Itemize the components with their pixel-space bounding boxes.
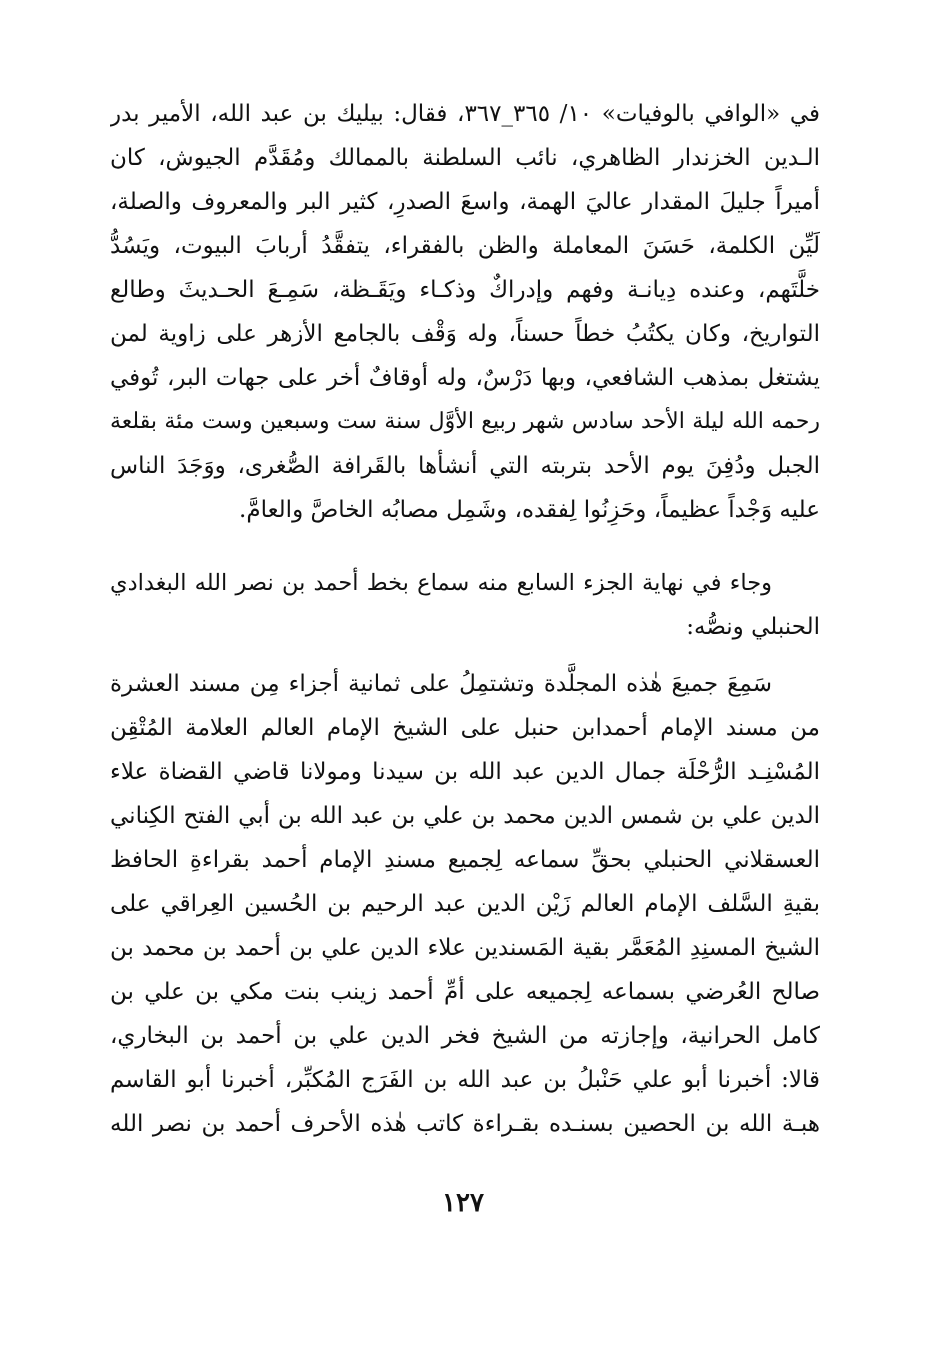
text-line: لَيِّن الكلمة، حَسَنَ المعاملة والظن بالفقراء، يتفقَّدُ أربابَ البيوت، ويَسُدُّ — [110, 233, 820, 259]
text-line: عليه وَجْداً عظيماً، وحَزِنُوا لِفقده، وشَمِل مصابُه الخاصَّ والعامَّ. — [239, 497, 820, 523]
paragraph-samaa — [110, 662, 820, 1146]
text-line: بقيةِ السَّلف الإمام العالم زَيْن الدين عبد الرحيم بن الحُسين العِراقي على — [110, 891, 820, 917]
text-line: المُسْنِـد الرُّحْلَة جمال الدين عبد الله بن سيدنا ومولانا قاضي القضاة علاء — [110, 759, 820, 785]
paragraph-biography — [110, 92, 820, 532]
text-line: يشتغل بمذهب الشافعي، وبها دَرْسٌ، وله أوقافٌ أخر على جهات البر، تُوفي — [110, 365, 820, 391]
text-line: خلَّتَهم، وعنده دِيانـة وفهم وإدراكٌ وذكـاء ويَقَـظة، سَمِـعَ الحـديثَ وطالع — [110, 277, 820, 303]
text-line: العسقلاني الحنبلي بحقِّ سماعه لِجميع مسندِ الإمام أحمد بقراءةِ الحافظ — [110, 847, 820, 873]
paragraph-intro — [110, 561, 820, 649]
text-line: رحمه الله ليلة الأحد سادس شهر ربيع الأوَّل سنة ست وسبعين وست مئة بقلعة — [110, 409, 820, 434]
text-line: من مسند الإمام أحمدابن حنبل على الشيخ الإمام العالم العلامة المُتْقِن — [110, 715, 820, 741]
text-line: الجبل ودُفِنَ يوم الأحد بتربته التي أنشأها بالقَرافة الصُّغرى، ووَجَدَ الناس — [110, 453, 820, 479]
text-line: الدين علي بن شمس الدين محمد بن علي بن عبد الله بن أبي الفتح الكِناني — [110, 803, 820, 829]
text-line: الـدين الخزندار الظاهري، نائب السلطنة بالممالك ومُقَدَّم الجيوش، كان — [110, 145, 820, 171]
text-line: في «الوافي بالوفيات» ١٠/ ٣٦٥_٣٦٧، فقال: بيليك بن عبد الله، الأمير بدر — [110, 101, 820, 127]
text-line: وجاء في نهاية الجزء السابع منه سماع بخط أحمد بن نصر الله البغدادي — [110, 570, 772, 596]
text-line: هبـة الله بن الحصين بسنـده بقـراءة كاتب هٰذه الأحرف أحمد بن نصر الله — [110, 1111, 820, 1137]
text-line: قالا: أخبرنا أبو علي حَنْبلُ بن عبد الله بن الفَرَج المُكبِّر، أخبرنا أبو القاسم — [110, 1067, 820, 1093]
text-line: سَمِعَ جميعَ هٰذه المجلَّدة وتشتمِلُ على ثمانية أجزاء مِن مسند العشرة — [110, 671, 772, 697]
text-line: صالح العُرضي بسماعه لِجميعه على أمِّ أحمد زينب بنت مكي بن علي بن — [110, 979, 820, 1005]
text-line: الحنبلي ونصُّه: — [686, 614, 820, 640]
page-number: ١٢٧ — [442, 1188, 484, 1218]
text-line: كامل الحرانية، وإجازته من الشيخ فخر الدين علي بن أحمد بن البخاري، — [110, 1023, 820, 1049]
text-line: أميراً جليلَ المقدار عاليَ الهمة، واسعَ الصدرِ، كثير البر والمعروف والصلة، — [110, 189, 820, 215]
text-line: الشيخ المسنِدِ المُعَمَّر بقية المَسندين علاء الدين علي بن أحمد بن محمد بن — [110, 935, 820, 961]
text-line: التواريخ، وكان يكتُبُ خطاً حسناً، وله وَقْف بالجامع الأزهر على زاوية لمن — [110, 321, 820, 347]
